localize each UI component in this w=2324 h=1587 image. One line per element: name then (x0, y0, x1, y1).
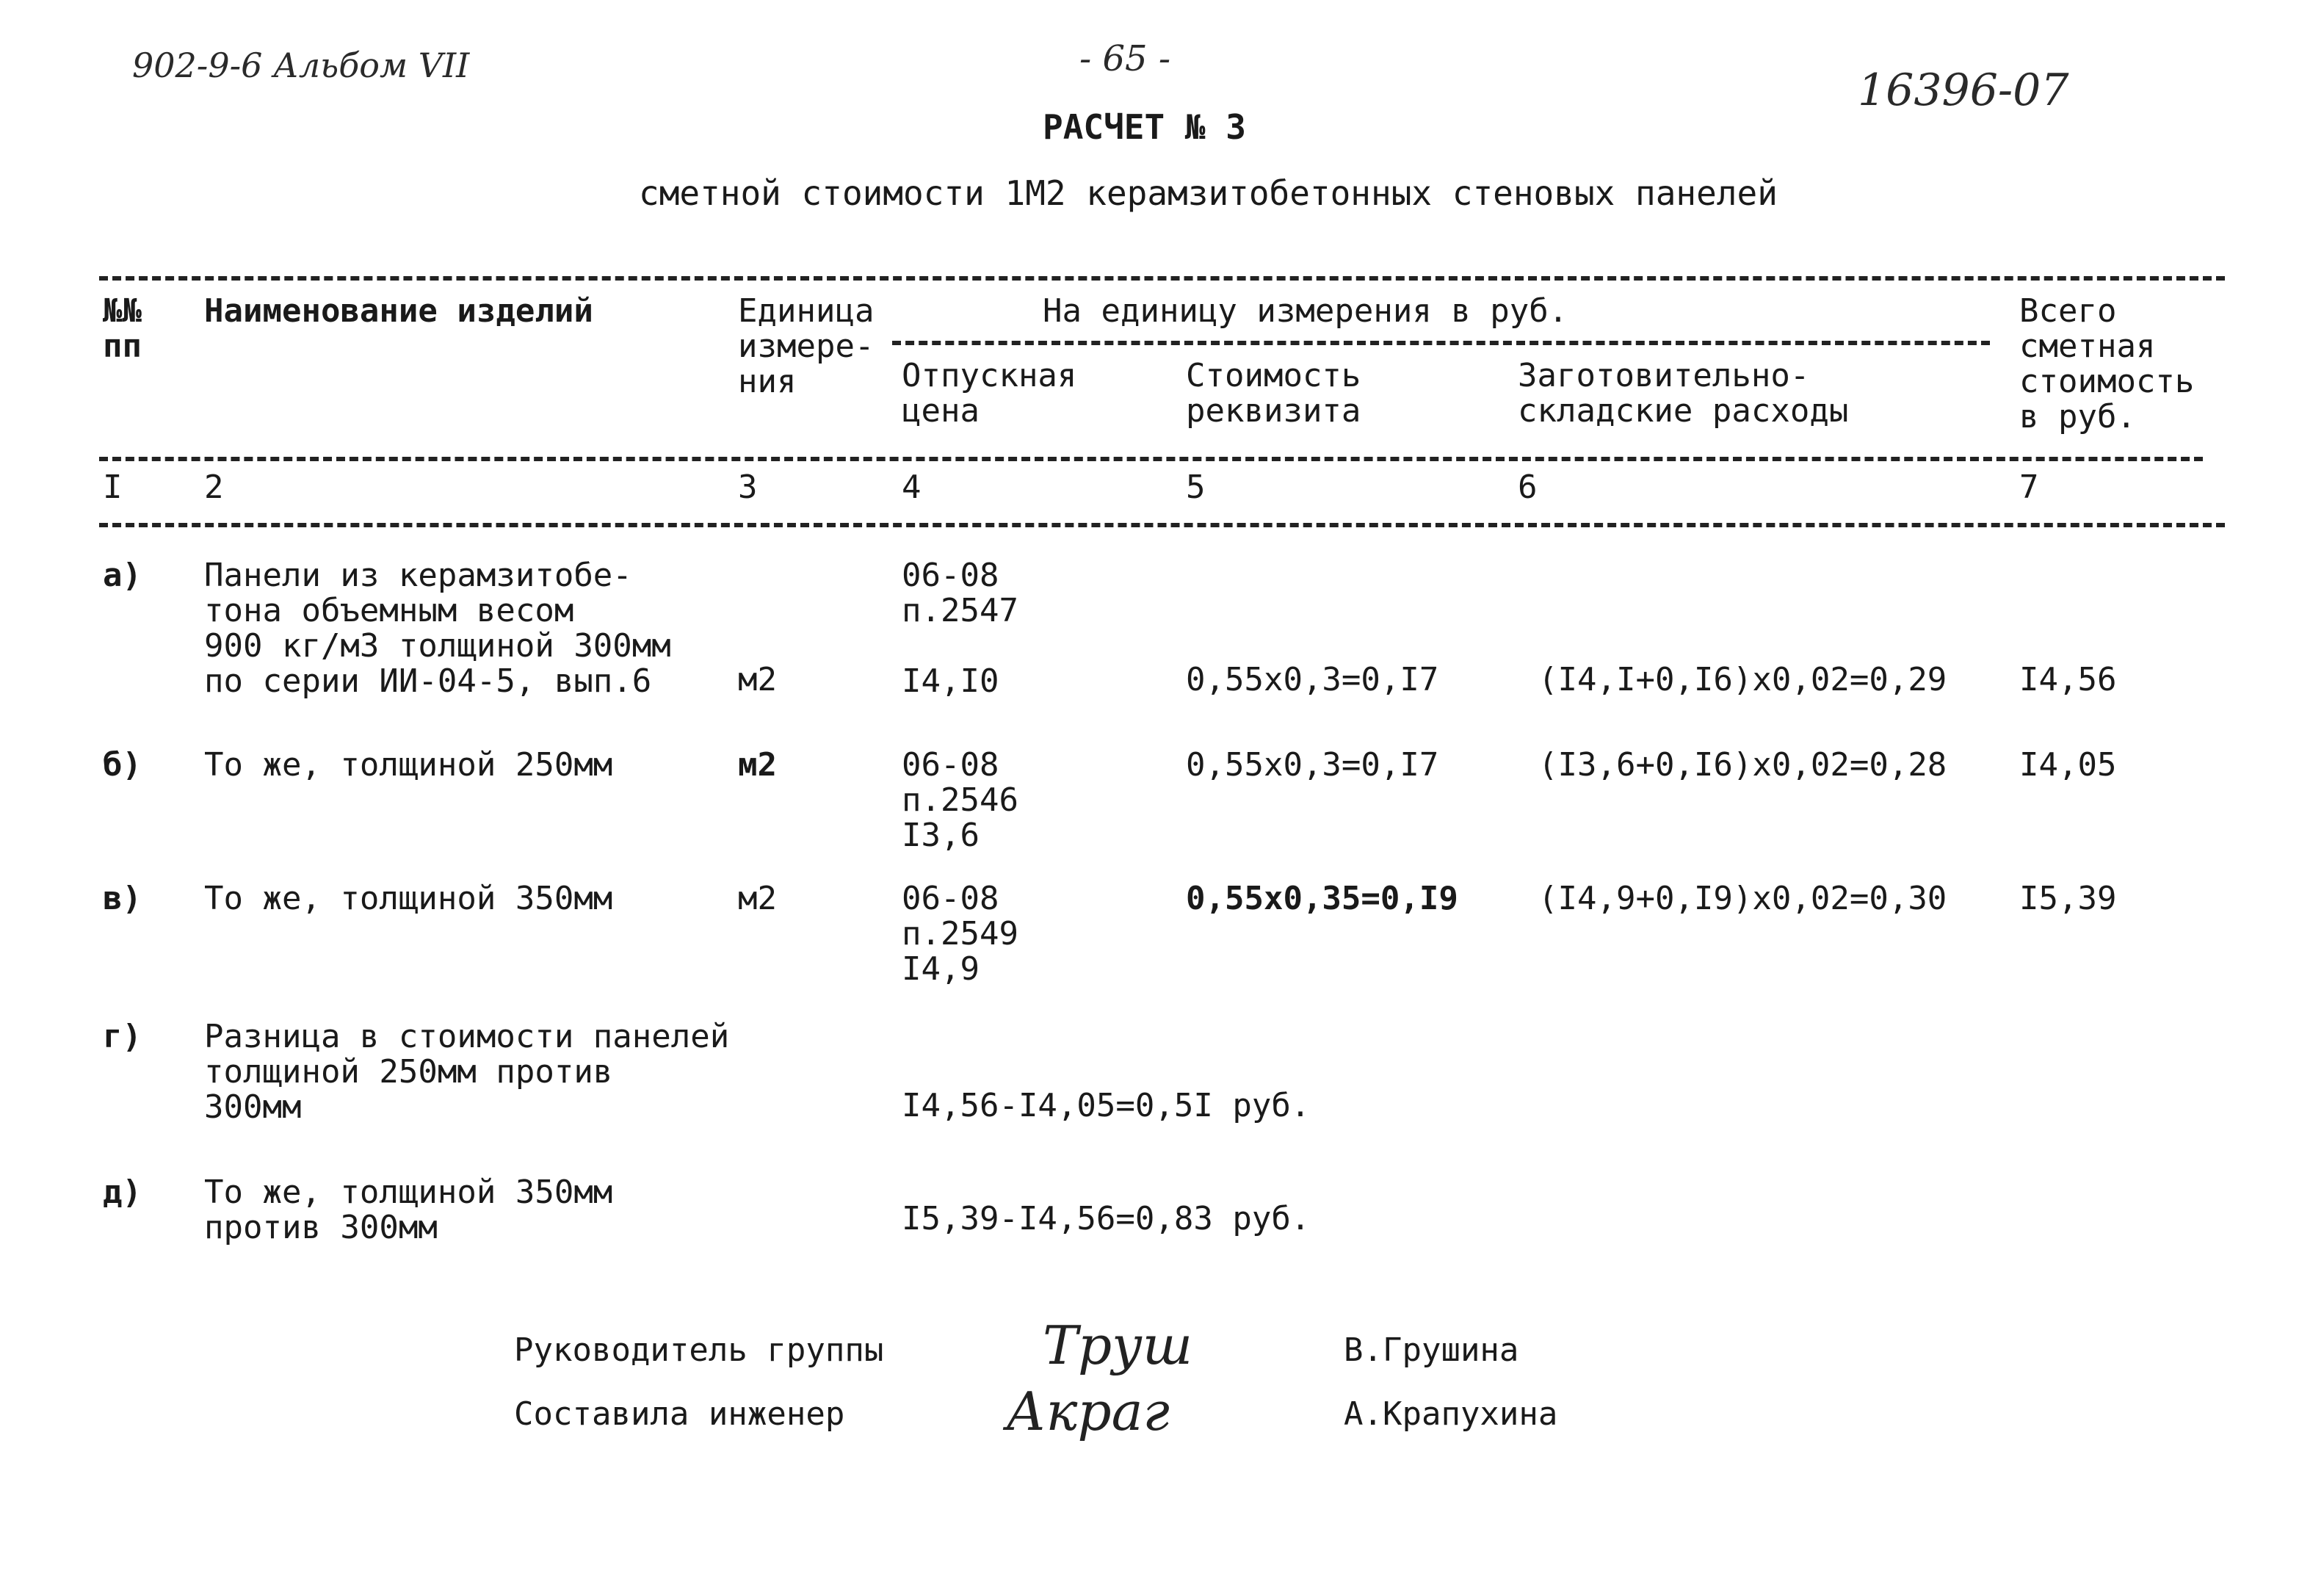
col-number: 2 (204, 469, 224, 506)
row-total: I4,05 (2019, 746, 2117, 784)
note-number: г) (103, 1018, 142, 1055)
col-number: 3 (738, 469, 758, 506)
row-unit: м2 (738, 746, 777, 784)
header-bottom-rule (99, 457, 2203, 461)
col-number: 4 (902, 469, 922, 506)
row-name: Панели из керамзитобе- тона объемным весом 900 кг/м3 толщиной 300мм по серии ИИ-04-5, вып.6 (204, 557, 671, 700)
col-header-number: №№ пп (103, 292, 142, 365)
note-text: Разница в стоимости панелей толщиной 250мм против 300мм (204, 1018, 730, 1126)
row-requisite: 0,55x0,3=0,I7 (1186, 661, 1439, 698)
row-number: в) (103, 880, 142, 917)
col-number: I (103, 469, 123, 506)
note-calculation: I5,39-I4,56=0,83 руб. (902, 1200, 1311, 1237)
note-calculation: I4,56-I4,05=0,5I руб. (902, 1087, 1311, 1124)
signature-role: Составила инженер (514, 1395, 845, 1433)
col-header-unit: Единица измере- ния (738, 292, 875, 400)
album-reference: 902-9-6 Альбом VII (132, 46, 470, 85)
row-storage: (I3,6+0,I6)x0,02=0,28 (1538, 746, 1947, 784)
col-header-requisite: Стоимость реквизита (1186, 357, 1361, 430)
row-requisite: 0,55x0,3=0,I7 (1186, 746, 1439, 784)
signature-name: А.Крапухина (1344, 1395, 1558, 1433)
row-requisite: 0,55x0,35=0,I9 (1186, 880, 1458, 917)
col-header-total: Всего сметная стоимость в руб. (2019, 292, 2195, 435)
row-price: 06-08 п.2546 I3,6 (902, 746, 1018, 854)
col-header-price: Отпускная цена (902, 357, 1077, 430)
row-total: I4,56 (2019, 661, 2117, 698)
column-numbers-rule (99, 523, 2225, 527)
col-header-name: Наименование изделий (204, 292, 593, 330)
row-number: б) (103, 746, 142, 784)
table-top-rule (99, 276, 2225, 281)
row-storage: (I4,9+0,I9)x0,02=0,30 (1538, 880, 1947, 917)
page-title: РАСЧЕТ № 3 (1043, 107, 1246, 147)
col-number: 6 (1518, 469, 1538, 506)
row-name: То же, толщиной 350мм (204, 880, 613, 917)
handwritten-signature: Акраг (1006, 1381, 1170, 1442)
row-unit: м2 (738, 880, 777, 917)
signature-role: Руководитель группы (514, 1331, 884, 1369)
col-number: 7 (2019, 469, 2039, 506)
row-storage: (I4,I+0,I6)x0,02=0,29 (1538, 661, 1947, 698)
row-unit: м2 (738, 661, 777, 698)
note-number: д) (103, 1174, 142, 1211)
col-header-storage: Заготовительно- складские расходы (1518, 357, 1849, 430)
handwritten-signature: Труш (1043, 1315, 1193, 1376)
row-number: а) (103, 557, 142, 594)
row-price: 06-08 п.2547 I4,I0 (902, 557, 1018, 700)
row-total: I5,39 (2019, 880, 2117, 917)
page-number: - 65 - (1079, 38, 1171, 79)
row-name: То же, толщиной 250мм (204, 746, 613, 784)
subheader-rule (892, 341, 1990, 345)
note-text: То же, толщиной 350мм против 300мм (204, 1174, 613, 1246)
col-number: 5 (1186, 469, 1206, 506)
row-price: 06-08 п.2549 I4,9 (902, 880, 1018, 988)
document-code: 16396-07 (1858, 65, 2069, 116)
col-header-group: На единицу измерения в руб. (1043, 292, 1568, 330)
page-subtitle: сметной стоимости 1М2 керамзитобетонных стеновых панелей (639, 173, 1778, 213)
signature-name: В.Грушина (1344, 1331, 1519, 1369)
